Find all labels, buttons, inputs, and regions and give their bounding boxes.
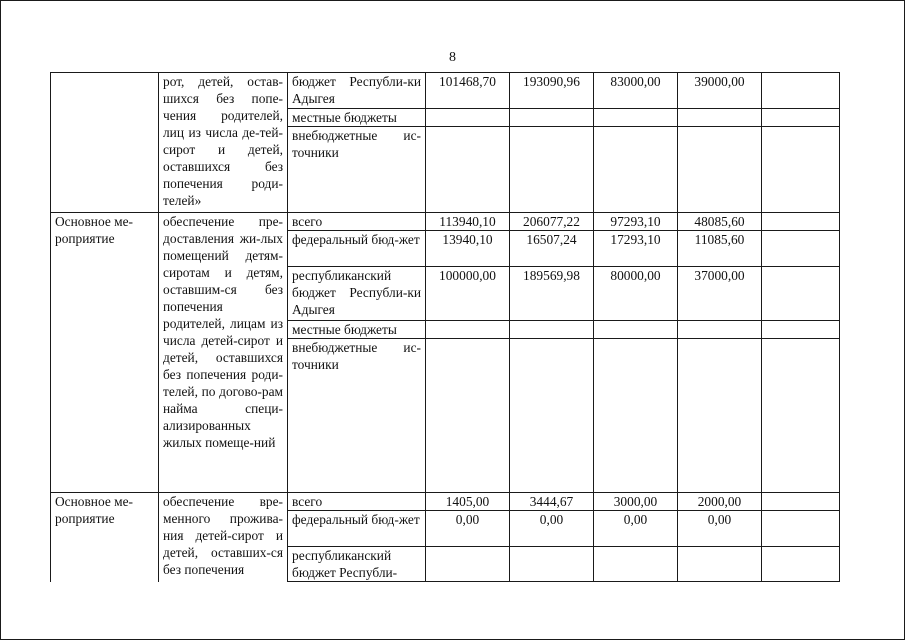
- value-cell: [510, 127, 594, 213]
- value-cell: [426, 127, 510, 213]
- funding-source-cell: всего: [288, 493, 426, 511]
- value-cell: 206077,22: [510, 213, 594, 231]
- value-cell: 3000,00: [594, 493, 678, 511]
- value-cell: [762, 213, 840, 231]
- value-cell: [762, 231, 840, 267]
- value-cell: [762, 321, 840, 339]
- table-row: [51, 493, 840, 511]
- page-number: 8: [449, 50, 456, 65]
- value-cell: [762, 109, 840, 127]
- measure-type-cell: Основное ме-роприятие: [51, 213, 159, 493]
- value-cell: [594, 127, 678, 213]
- value-cell: 83000,00: [594, 73, 678, 109]
- measure-description-cell: обеспечение вре-менного прожива-ния детей-сирот и детей, оставших-ся без попечения: [159, 493, 288, 582]
- value-cell: [762, 339, 840, 493]
- measure-description-cell: рот, детей, остав-шихся без попе-чения родителей, лиц из числа де-тей-сирот и детей, оставшихся без попечения роди-телей»: [159, 73, 288, 213]
- value-cell: 11085,60: [678, 231, 762, 267]
- value-cell: 2000,00: [678, 493, 762, 511]
- funding-source-cell: бюджет Республи-ки Адыгея: [288, 73, 426, 109]
- value-cell: 16507,24: [510, 231, 594, 267]
- value-cell: [510, 339, 594, 493]
- value-cell: 0,00: [678, 511, 762, 547]
- funding-source-cell: внебюджетные ис-точники: [288, 127, 426, 213]
- value-cell: [426, 109, 510, 127]
- funding-source-cell: местные бюджеты: [288, 109, 426, 127]
- value-cell: 80000,00: [594, 267, 678, 321]
- value-cell: [762, 493, 840, 511]
- value-cell: [510, 547, 594, 582]
- value-cell: [678, 339, 762, 493]
- value-cell: 0,00: [426, 511, 510, 547]
- value-cell: [426, 339, 510, 493]
- value-cell: [678, 109, 762, 127]
- value-cell: 113940,10: [426, 213, 510, 231]
- value-cell: [678, 547, 762, 582]
- value-cell: 193090,96: [510, 73, 594, 109]
- value-cell: 97293,10: [594, 213, 678, 231]
- value-cell: [594, 321, 678, 339]
- funding-source-cell: местные бюджеты: [288, 321, 426, 339]
- value-cell: [678, 321, 762, 339]
- value-cell: 37000,00: [678, 267, 762, 321]
- value-cell: [762, 73, 840, 109]
- funding-source-cell: республиканский бюджет Республи-ки Адыгея: [288, 267, 426, 321]
- funding-source-cell: всего: [288, 213, 426, 231]
- value-cell: 100000,00: [426, 267, 510, 321]
- measure-description-cell: обеспечение пре-доставления жи-лых помещений детям-сиротам и детям, оставшим-ся без попечения родителей, лицам из числа детей-сирот и детей, оставшихся без попечения роди-телей, по догово-рам найма специ-ализированных жилых помеще-ний: [159, 213, 288, 493]
- value-cell: 189569,98: [510, 267, 594, 321]
- value-cell: [426, 547, 510, 582]
- table-row: [51, 213, 840, 231]
- value-cell: 39000,00: [678, 73, 762, 109]
- value-cell: [678, 127, 762, 213]
- value-cell: 48085,60: [678, 213, 762, 231]
- value-cell: [762, 127, 840, 213]
- value-cell: 101468,70: [426, 73, 510, 109]
- value-cell: 17293,10: [594, 231, 678, 267]
- value-cell: [594, 339, 678, 493]
- value-cell: 0,00: [594, 511, 678, 547]
- funding-source-cell: федеральный бюд-жет: [288, 511, 426, 547]
- table-row: [51, 73, 840, 109]
- value-cell: [594, 547, 678, 582]
- funding-source-cell: республиканский бюджет Республи-: [288, 547, 426, 582]
- value-cell: 13940,10: [426, 231, 510, 267]
- value-cell: [594, 109, 678, 127]
- measure-type-cell: [51, 73, 159, 213]
- value-cell: [510, 109, 594, 127]
- value-cell: 3444,67: [510, 493, 594, 511]
- value-cell: [510, 321, 594, 339]
- value-cell: 0,00: [510, 511, 594, 547]
- funding-source-cell: федеральный бюд-жет: [288, 231, 426, 267]
- value-cell: [762, 511, 840, 547]
- measure-type-cell: Основное ме-роприятие: [51, 493, 159, 582]
- value-cell: 1405,00: [426, 493, 510, 511]
- value-cell: [762, 267, 840, 321]
- funding-source-cell: внебюджетные ис-точники: [288, 339, 426, 493]
- value-cell: [762, 547, 840, 582]
- value-cell: [426, 321, 510, 339]
- budget-table: [50, 72, 840, 582]
